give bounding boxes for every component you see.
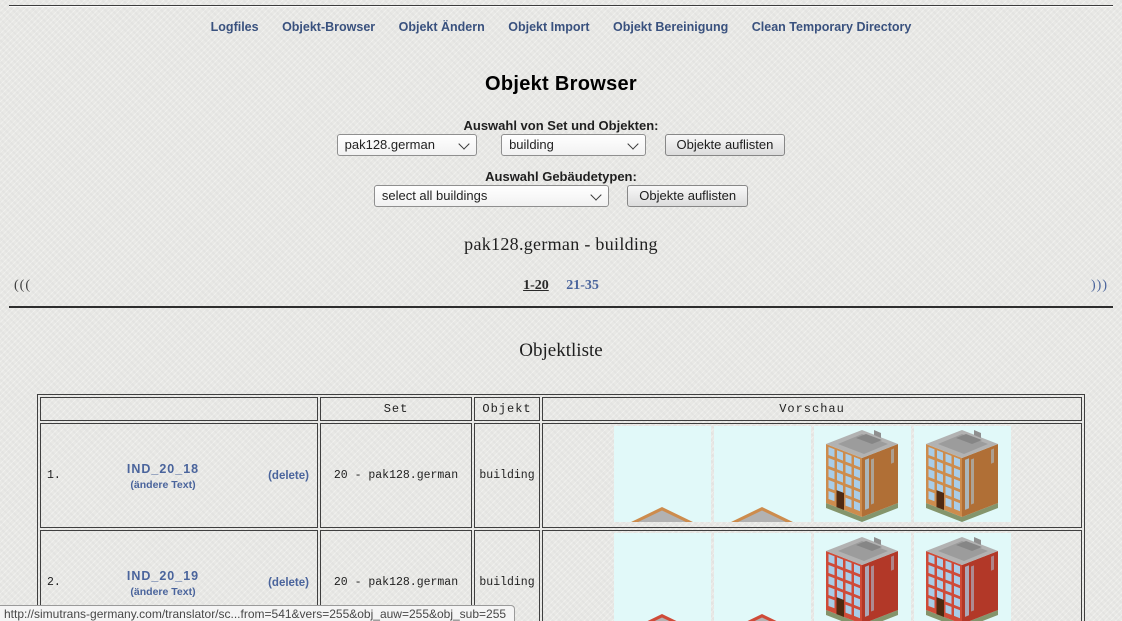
list-buildings-button[interactable]: Objekte auflisten	[627, 185, 748, 207]
vorschau-cell	[542, 530, 1082, 621]
row-number: 1.	[47, 469, 61, 482]
nav-link-clean-temp-directory[interactable]: Clean Temporary Directory	[751, 20, 912, 34]
set-cell: 20 - pak128.german	[320, 530, 472, 621]
rooftip-preview-image	[714, 533, 811, 621]
set-select[interactable]	[337, 134, 477, 156]
object-table	[37, 394, 1085, 621]
building-selection-heading: Auswahl Gebäudetypen:	[485, 169, 637, 184]
object-name-link[interactable]: IND_20_18	[126, 462, 200, 476]
building-preview-image	[814, 426, 911, 522]
header-vorschau: Vorschau	[542, 397, 1082, 421]
change-text-link[interactable]: (ändere Text)	[130, 479, 196, 491]
page-title: Objekt Browser	[484, 73, 638, 95]
top-navigation	[0, 20, 1122, 34]
object-select-wrap	[481, 134, 646, 156]
building-preview-image	[914, 533, 1011, 621]
rooftip-preview-image	[614, 426, 711, 522]
objekt-cell: building	[474, 423, 540, 528]
section-divider	[9, 306, 1113, 308]
pagination-prev: (((	[14, 278, 31, 293]
pagination	[0, 278, 1122, 295]
nav-link-objekt-bereinigung[interactable]: Objekt Bereinigung	[613, 20, 729, 34]
objekt-cell: building	[474, 530, 540, 621]
set-selection-controls	[0, 134, 1122, 158]
pagination-page-link[interactable]: 21-35	[566, 278, 599, 293]
building-selection-controls	[0, 185, 1122, 209]
set-select-wrap	[337, 134, 477, 156]
browser-status-bar: http://simutrans-germany.com/translator/sc...from=541&vers=255&obj_auw=255&obj_sub=255	[0, 605, 515, 621]
delete-link[interactable]: (delete)	[268, 576, 309, 589]
pagination-current-page: 1-20	[523, 278, 549, 293]
rooftip-preview-image	[614, 533, 711, 621]
table-row	[40, 423, 1082, 528]
set-cell: 20 - pak128.german	[320, 423, 472, 528]
building-type-select[interactable]	[374, 185, 609, 207]
objekt-browser-page	[0, 5, 1122, 621]
vorschau-cell	[542, 423, 1082, 528]
header-name	[40, 397, 318, 421]
result-heading: pak128.german - building	[464, 234, 658, 254]
building-type-select-wrap	[374, 185, 609, 207]
object-type-select[interactable]	[501, 134, 646, 156]
nav-link-logfiles[interactable]: Logfiles	[210, 20, 259, 34]
nav-link-objekt-import[interactable]: Objekt Import	[508, 20, 590, 34]
object-name-link[interactable]: IND_20_19	[126, 569, 200, 583]
building-preview-image	[914, 426, 1011, 522]
delete-link[interactable]: (delete)	[268, 469, 309, 482]
change-text-link[interactable]: (ändere Text)	[130, 586, 196, 598]
nav-link-objekt-aendern[interactable]: Objekt Ändern	[398, 20, 485, 34]
top-divider	[9, 5, 1113, 7]
row-number: 2.	[47, 576, 61, 589]
header-set: Set	[320, 397, 472, 421]
pagination-pages	[0, 278, 1122, 294]
building-preview-image	[814, 533, 911, 621]
header-objekt: Objekt	[474, 397, 540, 421]
list-objects-button[interactable]: Objekte auflisten	[665, 134, 786, 156]
set-selection-heading: Auswahl von Set und Objekten:	[463, 118, 659, 133]
nav-link-objekt-browser[interactable]: Objekt-Browser	[282, 20, 376, 34]
rooftip-preview-image	[714, 426, 811, 522]
object-name-cell	[40, 423, 318, 528]
pagination-next[interactable]: )))	[1091, 278, 1108, 293]
table-header-row	[40, 397, 1082, 421]
object-list-heading: Objektliste	[519, 340, 603, 361]
